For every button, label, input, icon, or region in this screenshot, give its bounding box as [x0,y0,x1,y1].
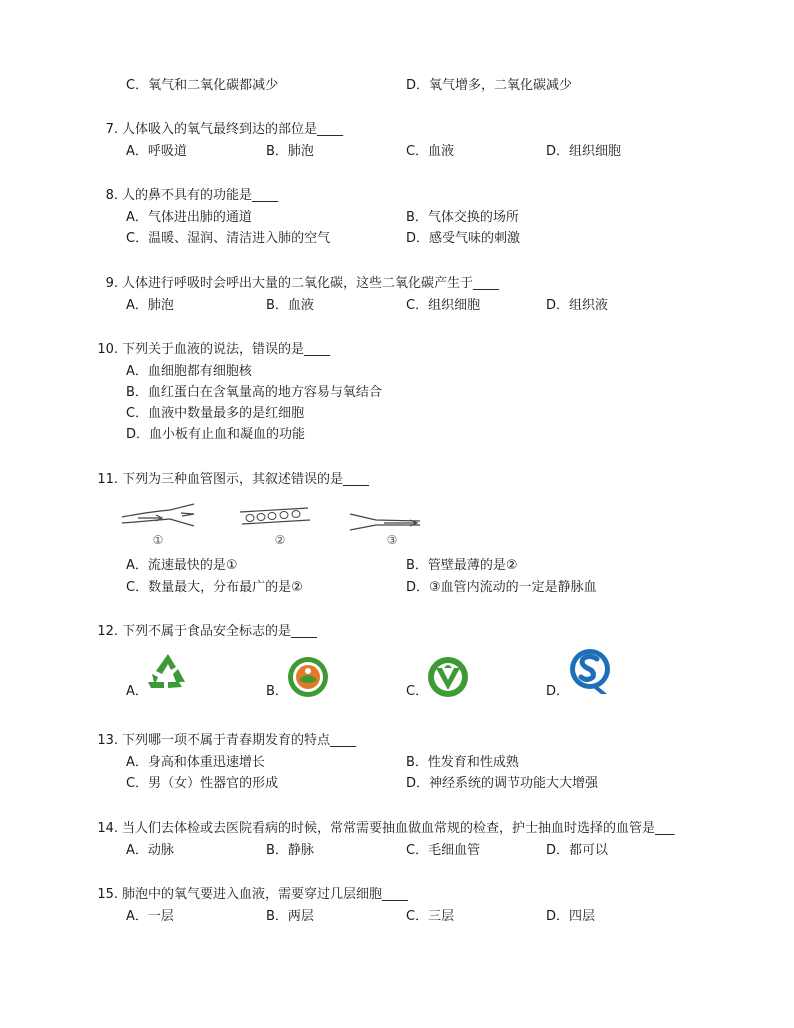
vessel-1-artery-diagram [122,504,194,526]
qs-icon[interactable] [567,646,613,696]
q6-option-c[interactable]: C．氧气和二氧化碳都减少 [126,78,279,93]
q10-option-d[interactable]: D．血小板有止血和凝血的功能 [126,427,306,442]
q15-option-a[interactable]: A．一层 [126,909,174,924]
q8-number: 8. [105,188,118,203]
q9-number: 9. [105,276,118,291]
q7-option-c[interactable]: C．血液 [406,144,455,159]
q8-stem: 人的鼻不具有的功能是____ [122,188,279,203]
q8-option-b[interactable]: B．气体交换的场所 [406,210,519,225]
q11-stem: 下列为三种血管图示，其叙述错误的是____ [122,472,370,487]
q13-option-c[interactable]: C．男（女）性器官的形成 [126,776,279,791]
q14-number: 14. [97,821,118,836]
q14-option-d[interactable]: D．都可以 [546,843,609,858]
q7-option-b[interactable]: B．肺泡 [266,144,314,159]
q14-option-a[interactable]: A．动脉 [126,843,174,858]
q10-option-c[interactable]: C．血液中数量最多的是红细胞 [126,406,305,421]
q12-option-b[interactable]: B． [266,684,288,699]
q10-option-b[interactable]: B．血红蛋白在含氧量高的地方容易与氧结合 [126,385,382,400]
green-food-icon[interactable] [287,656,329,698]
q12-option-c[interactable]: C． [406,684,429,699]
recycle-icon[interactable] [146,652,190,692]
vessel-3-label: ③ [386,533,398,547]
q9-stem: 人体进行呼吸时会呼出大量的二氧化碳，这些二氧化碳产生于____ [122,276,500,291]
q11-option-d[interactable]: D．③血管内流动的一定是静脉血 [406,580,597,595]
q10-number: 10. [97,342,118,357]
q14-option-c[interactable]: C．毛细血管 [406,843,481,858]
q11-option-a[interactable]: A．流速最快的是① [126,558,238,573]
q14-stem: 当人们去体检或去医院看病的时候，常常需要抽血做血常规的检查，护士抽血时选择的血管是___ [122,821,675,836]
q9-option-d[interactable]: D．组织液 [546,298,609,313]
blood-vessel-figure [118,500,428,548]
q7-option-d[interactable]: D．组织细胞 [546,144,622,159]
q13-number: 13. [97,733,118,748]
q14-option-b[interactable]: B．静脉 [266,843,314,858]
q7-option-a[interactable]: A．呼吸道 [126,144,187,159]
q12-option-d[interactable]: D． [546,684,570,699]
vessel-2-label: ② [274,533,286,547]
q6-option-d[interactable]: D．氧气增多，二氧化碳减少 [406,78,573,93]
q7-stem: 人体吸入的氧气最终到达的部位是____ [122,122,344,137]
vessel-3-vein-diagram [350,514,420,530]
vessel-2-capillary-diagram [240,508,310,524]
q8-option-a[interactable]: A．气体进出肺的通道 [126,210,252,225]
q15-option-d[interactable]: D．四层 [546,909,596,924]
q12-stem: 下列不属于食品安全标志的是____ [122,624,318,639]
q12-number: 12. [97,624,118,639]
q13-stem: 下列哪一项不属于青春期发育的特点____ [122,733,357,748]
q11-option-b[interactable]: B．管壁最薄的是② [406,558,518,573]
q15-number: 15. [97,887,118,902]
q13-option-d[interactable]: D．神经系统的调节功能大大增强 [406,776,599,791]
q11-option-c[interactable]: C．数量最大，分布最广的是② [126,580,303,595]
q11-number: 11. [97,472,118,487]
q13-option-b[interactable]: B．性发育和性成熟 [406,755,519,770]
q15-option-c[interactable]: C．三层 [406,909,455,924]
q15-option-b[interactable]: B．两层 [266,909,314,924]
q8-option-c[interactable]: C．温暖、湿润、清洁进入肺的空气 [126,231,331,246]
q10-option-a[interactable]: A．血细胞都有细胞核 [126,364,252,379]
q13-option-a[interactable]: A．身高和体重迅速增长 [126,755,265,770]
q9-option-b[interactable]: B．血液 [266,298,314,313]
q15-stem: 肺泡中的氧气要进入血液，需要穿过几层细胞____ [122,887,409,902]
q9-option-a[interactable]: A．肺泡 [126,298,174,313]
pollution-free-icon[interactable] [427,656,469,698]
vessel-1-label: ① [152,533,164,547]
q7-number: 7. [105,122,118,137]
q10-stem: 下列关于血液的说法，错误的是____ [122,342,331,357]
q12-option-a[interactable]: A． [126,684,148,699]
q9-option-c[interactable]: C．组织细胞 [406,298,481,313]
q8-option-d[interactable]: D．感受气味的刺激 [406,231,521,246]
